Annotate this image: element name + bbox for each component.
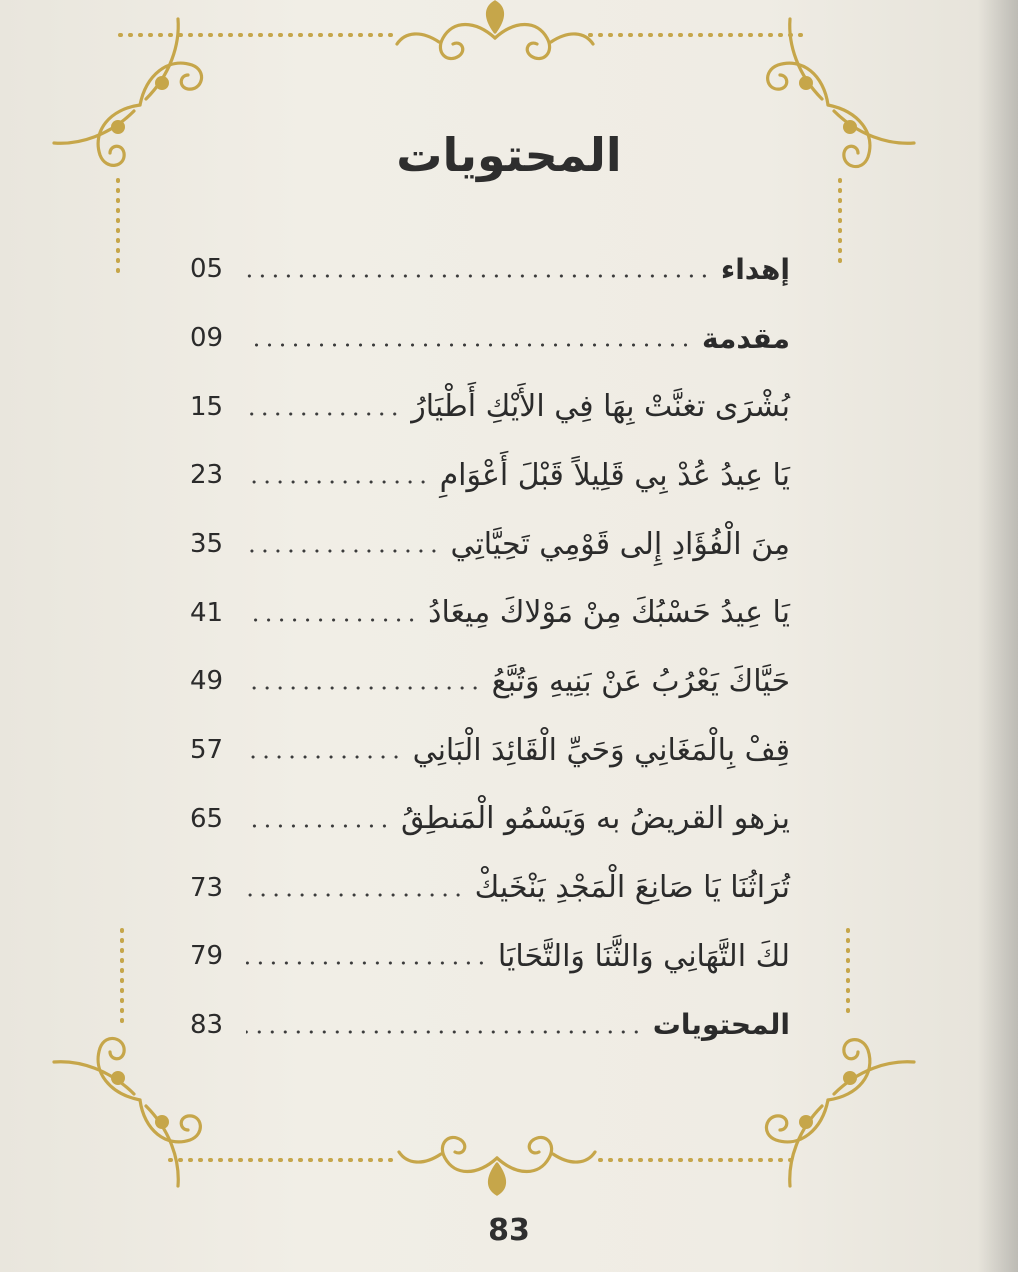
dot-leader bbox=[246, 343, 692, 347]
dot-leader bbox=[246, 274, 711, 278]
toc-entry-page: 09 bbox=[190, 323, 224, 354]
dot-leader bbox=[246, 480, 430, 484]
toc-entry-title: بُشْرَى تغنَّتْ بِهَا فِي الأَيْكِ أَطْيَارُ bbox=[411, 389, 790, 425]
toc-entry-page: 41 bbox=[190, 597, 224, 628]
toc-entry-title: لكَ التَّهَانِي وَالثَّنَا وَالتَّحَايَا bbox=[497, 938, 790, 974]
dot-leader bbox=[246, 893, 465, 897]
dot-leader bbox=[246, 686, 482, 690]
toc-entry-page: 15 bbox=[190, 391, 224, 422]
toc-entry-page: 79 bbox=[190, 941, 224, 972]
toc-entry-page: 73 bbox=[190, 872, 224, 903]
page-number: 83 bbox=[488, 1213, 530, 1248]
toc-entry-title: قِفْ بِالْمَغَانِي وَحَيِّ الْقَائِدَ الْبَانِي bbox=[412, 732, 790, 768]
toc-entry-title: المحتويات bbox=[652, 1008, 790, 1042]
toc-entry-title: مقدمة bbox=[702, 321, 790, 355]
toc-entry bbox=[190, 578, 790, 647]
toc-entry bbox=[190, 647, 790, 716]
toc-entry-title: يَا عِيدُ حَسْبُكَ مِنْ مَوْلاكَ مِيعَادُ bbox=[428, 595, 790, 631]
toc-entry bbox=[190, 441, 790, 510]
toc-entry-page: 49 bbox=[190, 666, 224, 697]
dot-leader bbox=[246, 961, 488, 965]
toc-entry-title: مِنَ الْفُؤَادِ إِلى قَوْمِي تَحِيَّاتِي bbox=[450, 526, 790, 562]
toc-entry bbox=[190, 785, 790, 854]
dot-leader bbox=[246, 824, 391, 828]
toc-entry-page: 83 bbox=[190, 1009, 224, 1040]
toc-entry-title: حَيَّاكَ يَعْرُبُ عَنْ بَنِيهِ وَتُبَّعُ bbox=[491, 663, 790, 699]
toc-entry bbox=[190, 235, 790, 304]
toc-entry bbox=[190, 853, 790, 922]
table-of-contents bbox=[190, 235, 790, 1059]
toc-entry-page: 65 bbox=[190, 803, 224, 834]
dot-leader bbox=[246, 755, 403, 759]
toc-entry-title: تُرَاثُنَا يَا صَانِعَ الْمَجْدِ يَنْخَيكْ bbox=[474, 870, 790, 906]
toc-entry bbox=[190, 716, 790, 785]
toc-entry bbox=[190, 372, 790, 441]
toc-entry bbox=[190, 304, 790, 373]
page-title: المحتويات bbox=[396, 128, 622, 182]
dot-leader bbox=[246, 1030, 643, 1034]
toc-entry-title: يزهو القريضُ به وَيَسْمُو الْمَنطِقُ bbox=[400, 801, 790, 837]
toc-entry bbox=[190, 991, 790, 1060]
toc-entry-page: 35 bbox=[190, 529, 224, 560]
toc-entry-title: يَا عِيدُ عُدْ بِي قَلِيلاً قَبْلَ أَعْوَامِ bbox=[439, 457, 790, 493]
dot-leader bbox=[246, 549, 440, 553]
toc-entry-page: 05 bbox=[190, 254, 224, 285]
toc-entry-page: 23 bbox=[190, 460, 224, 491]
dot-leader bbox=[246, 618, 418, 622]
toc-entry-title: إهداء bbox=[720, 252, 790, 286]
toc-entry bbox=[190, 922, 790, 991]
dot-leader bbox=[246, 412, 401, 416]
toc-entry bbox=[190, 510, 790, 579]
toc-entry-page: 57 bbox=[190, 735, 224, 766]
